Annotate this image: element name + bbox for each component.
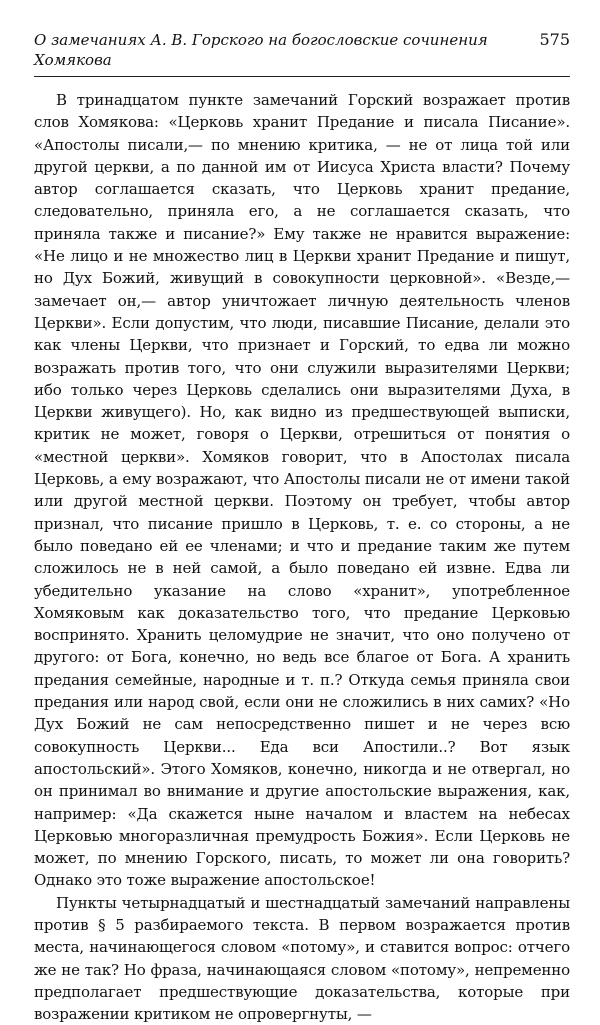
- book-page: [34, 30, 570, 1024]
- page-number: 575: [539, 30, 570, 49]
- body-text: [34, 89, 570, 1025]
- paragraph: В тринадцатом пункте замечаний Горский возражает против слов Хомякова: «Церковь хранит Предание и писала Писание». «Апостолы писали,— по мнению критика, — не от лица той или другой церкви, а по данной им от Иисуса Христа власти? Почему автор соглашается сказать, что Церковь хранит предание, следовательно, приняла его, а не соглашается сказать, что приняла также и писание?» Ему также не нравится выражение: «Не лицо и не множество лиц в Церкви хранит Предание и пишут, но Дух Божий, живущий в совокупности церковной». «Везде,— замечает он,— автор уничтожает личную деятельность членов Церкви». Если допустим, что люди, писавшие Писание, делали это как члены Церкви, что признает и Горский, то едва ли можно возражать против того, что они служили выразителями Церкви; ибо только через Церковь сделались они выразителями Духа, в Церкви живущего). Но, как видно из предшествующей выписки, критик не может, говоря о Церкви, отрешиться от понятия о «местной церкви». Хомяков говорит, что в Апостолах писала Церковь, а ему возражают, что Апостолы писали не от имени такой или другой местной церкви. Поэтому он требует, чтобы автор признал, что писание пришло в Церковь, т. е. со стороны, а не было поведано ей ее членами; и что и предание таким же путем сложилось не в ней самой, а было поведано ей извне. Едва ли убедительно указание на слово «хранит», употребленное Хомяковым как доказательство того, что предание Церковью воспринято. Хранить целомудрие не значит, что оно получено от другого: от Бога, конечно, но ведь все благое от Бога. А хранить предания семейные, народные и т. п.? Откуда семья приняла свои предания или народ свой, если они не сложились в них самих? «Но Дух Божий не сам непосредственно пишет и не через всю совокупность Церкви... Еда вси Апостили..? Вот язык апостольский». Этого Хомяков, конечно, никогда и не отвергал, но он принимал во внимание и другие апостольские выражения, как, например: «Да скажется ныне началом и властем на небесах Церковью многоразличная премудрость Божия». Если Церковь не может, по мнению Горского, писать, то может ли она говорить? Однако это тоже выражение апостольское!: [34, 91, 570, 890]
- running-title: О замечаниях А. В. Горского на богословские сочинения Хомякова: [34, 31, 488, 69]
- paragraph: Пункты четырнадцатый и шестнадцатый замечаний направлены против § 5 разбираемого текста. В первом возражается против места, начинающегося словом «потому», и ставится вопрос: отчего же не так? Но фраза, начинающаяся словом «потому», непременно предполагает предшествующие доказательства, которые при возражении критиком не опровергнуты, —: [34, 893, 570, 1024]
- running-header: [34, 30, 570, 77]
